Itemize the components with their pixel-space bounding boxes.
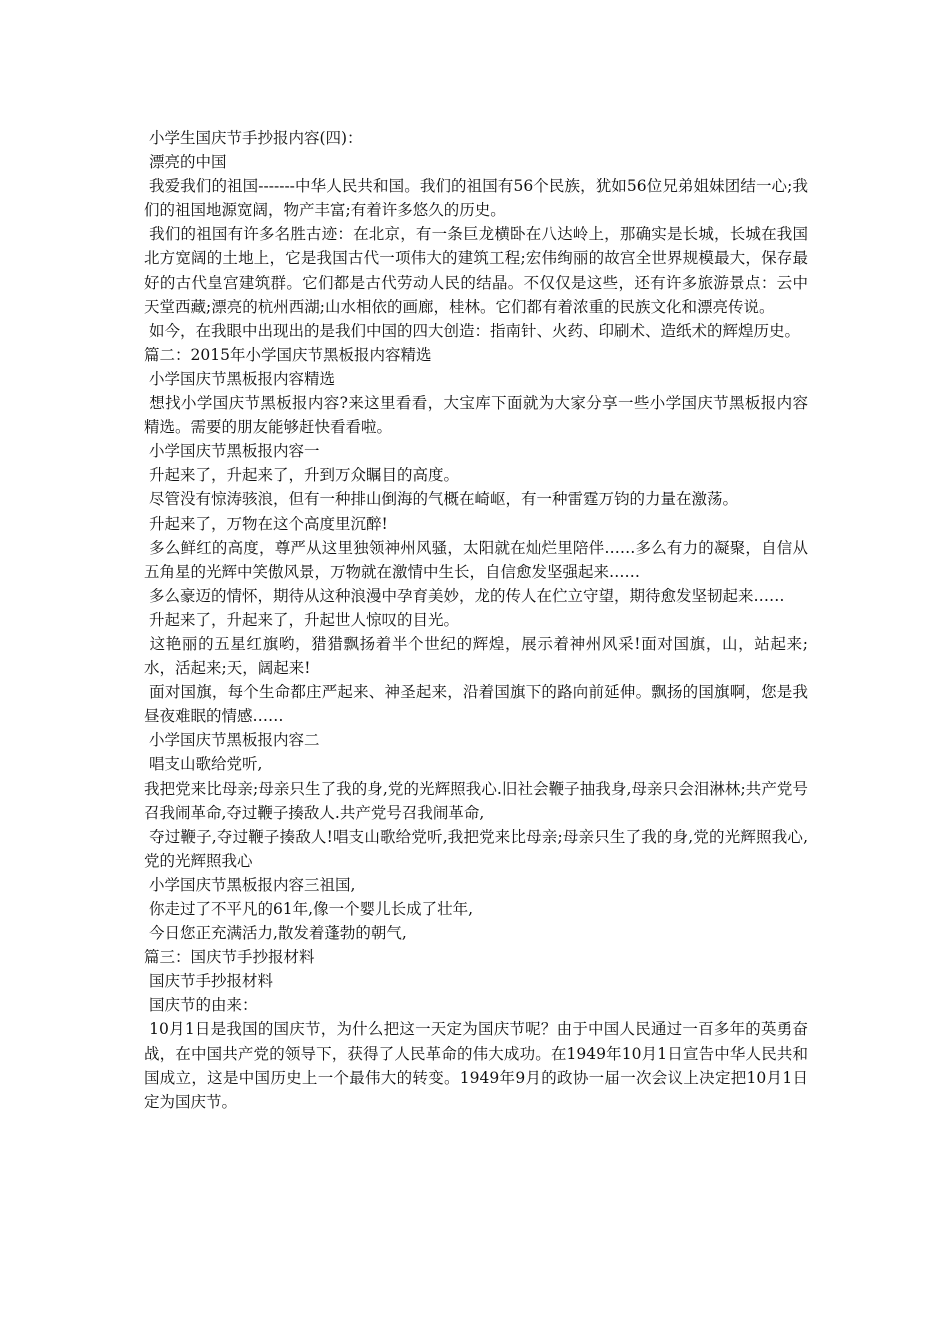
- paragraph: 国庆节手抄报材料: [144, 972, 273, 991]
- paragraph: 你走过了不平凡的61年,像一个婴儿长成了壮年,: [144, 900, 474, 918]
- paragraph: 想找小学国庆节黑板报内容?来这里看看，大宝库下面就为大家分享一些小学国庆节黑板报内容精选。需要的朋友能够赶快看看啦。: [144, 394, 808, 437]
- paragraph: 夺过鞭子,夺过鞭子揍敌人!唱支山歌给党听,我把党来比母亲;母亲只生了我的身,党的光辉照我心,党的光辉照我心: [144, 827, 808, 870]
- paragraph: 我把党来比母亲;母亲只生了我的身,党的光辉照我心.旧社会鞭子抽我身,母亲只会泪淋林;共产党号召我闹革命,夺过鞭子揍敌人.共产党号召我闹革命,: [144, 779, 808, 822]
- paragraph: 这艳丽的五星红旗哟，猎猎飘扬着半个世纪的辉煌，展示着神州风采!面对国旗，山，站起来;水，活起来;天，阔起来!: [144, 634, 808, 678]
- paragraph: 多么鲜红的高度，尊严从这里独领神州风骚，太阳就在灿烂里陪伴……多么有力的凝聚，自信从五角星的光辉中笑傲风景，万物就在激情中生长，自信愈发坚强起来……: [144, 538, 808, 581]
- paragraph: 面对国旗，每个生命都庄严起来、神圣起来，沿着国旗下的路向前延伸。飘扬的国旗啊，您是我昼夜难眠的情感……: [144, 683, 808, 726]
- paragraph: 升起来了，升起来了，升到万众瞩目的高度。: [144, 466, 459, 485]
- section-heading: 篇三：国庆节手抄报材料: [144, 948, 315, 967]
- paragraph: 我爱我们的祖国-------中华人民共和国。我们的祖国有56个民族，犹如56位兄弟姐妹团结一心;我们的祖国地源宽阔，物产丰富;有着许多悠久的历史。: [144, 177, 808, 220]
- paragraph: 今日您正充满活力,散发着蓬勃的朝气,: [144, 924, 407, 943]
- paragraph: 小学国庆节黑板报内容一: [144, 442, 320, 461]
- paragraph: 小学国庆节黑板报内容二: [144, 731, 320, 750]
- paragraph: 唱支山歌给党听,: [144, 755, 263, 774]
- paragraph: 小学国庆节黑板报内容精选: [144, 369, 335, 388]
- section-heading: 篇二：2015年小学国庆节黑板报内容精选: [144, 345, 432, 364]
- paragraph: 10月1日是我国的国庆节，为什么把这一天定为国庆节呢？由于中国人民通过一百多年的英勇奋战，在中国共产党的领导下，获得了人民革命的伟大成功。在1949年10月1日宣告中华人民共和国成立，这是中国历史上一个最伟大的转变。1949年9月的政协一届一次会议上决定把10月1日定为国庆节。: [144, 1020, 808, 1111]
- document-body: [144, 126, 808, 1114]
- paragraph: 漂亮的中国: [144, 153, 227, 172]
- paragraph: 升起来了，升起来了，升起世人惊叹的目光。: [144, 610, 459, 629]
- paragraph: 小学生国庆节手抄报内容(四)：: [144, 129, 363, 147]
- paragraph: 如今，在我眼中出现出的是我们中国的四大创造：指南针、火药、印刷术、造纸术的辉煌历史。: [144, 321, 800, 340]
- paragraph: 升起来了，万物在这个高度里沉醉!: [144, 514, 388, 533]
- paragraph: 多么豪迈的情怀，期待从这种浪漫中孕育美妙，龙的传人在伫立守望，期待愈发坚韧起来……: [144, 586, 785, 605]
- paragraph: 小学国庆节黑板报内容三祖国,: [144, 875, 356, 894]
- paragraph: 尽管没有惊涛骇浪，但有一种排山倒海的气概在崎岖，有一种雷霆万钧的力量在激荡。: [144, 490, 738, 509]
- paragraph: 我们的祖国有许多名胜古迹：在北京，有一条巨龙横卧在八达岭上，那确实是长城，长城在我国北方宽阔的土地上，它是我国古代一项伟大的建筑工程;宏伟绚丽的故宫全世界规模最大，保存最好的古代皇宫建筑群。它们都是古代劳动人民的结晶。不仅仅是这些，还有许多旅游景点：云中天堂西藏;漂亮的杭州西湖;山水相依的画廊，桂林。它们都有着浓重的民族文化和漂亮传说。: [144, 225, 808, 316]
- paragraph: 国庆节的由来：: [144, 996, 258, 1015]
